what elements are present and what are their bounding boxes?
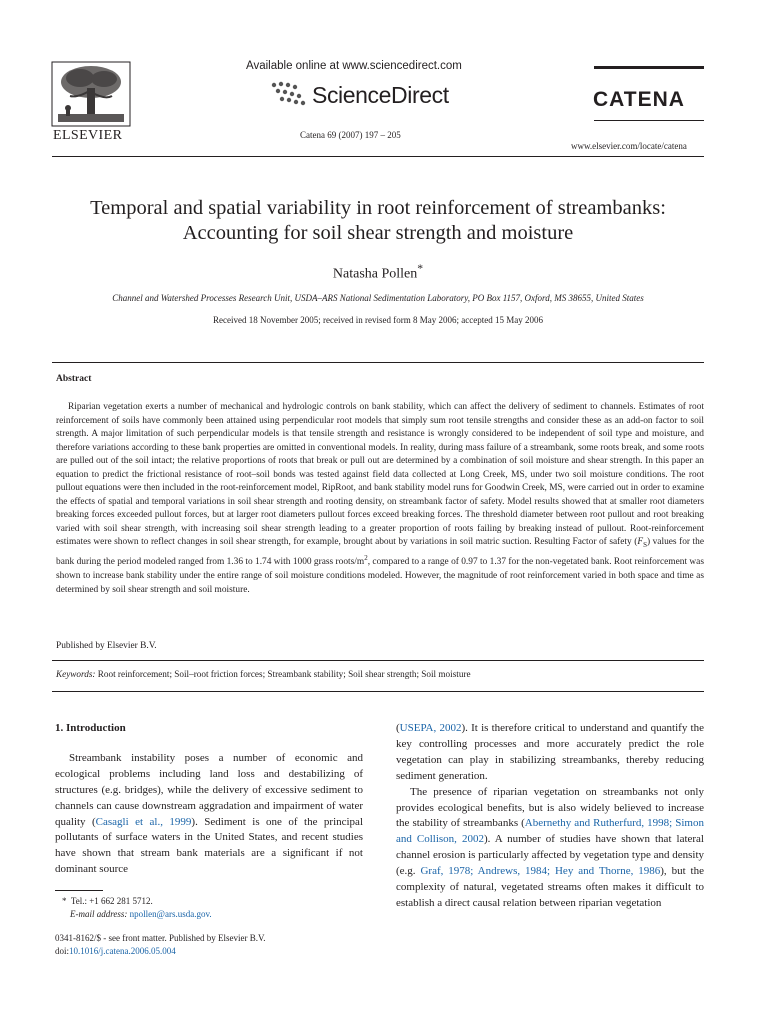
author-affiliation: Channel and Watershed Processes Research Unit, USDA–ARS National Sedimentation Laboratory, PO Box 1157, Oxford, MS 38655, United States — [112, 293, 644, 303]
journal-rule — [594, 66, 704, 69]
ref-casagli-link[interactable]: Casagli et al., 1999 — [95, 815, 192, 828]
abstract-heading: Abstract — [56, 374, 92, 384]
ref-usepa-link[interactable]: USEPA, 2002 — [399, 722, 462, 734]
intro-paragraph-1: Streambank instability poses a number of economic and ecological problems including land loss and destabilizing of structures (e.g. bridges), while the delivery of excessive sediment to channels can cause downstream aggradation and impairment of water quality (Casagli et al., 1999). Sediment is one of the principal pollutants of surface waters in the United States, and recent studies have shown that stream bank materials are a significant if not dominant source — [55, 751, 363, 876]
author-mark: * — [417, 262, 424, 275]
article-title-line-2: Accounting for soil shear strength and moisture — [182, 222, 574, 244]
published-by: Published by Elsevier B.V. — [56, 641, 157, 651]
abstract-text: Riparian vegetation exerts a number of mechanical and hydrologic controls on bank stability, which can affect the delivery of sediment to channels. Estimates of root reinforcement of soils have commonly been attained using perpendicular root models that simply sum root tensile strengths and consider these as an add-on factor to soil strength. A major limitation of such perpendicular models is that tensile strength and resistance is wrongly considered to be independent of soil type and moisture, and therefore variations according to these bank properties are omitted in conventional models. In reality, during mass failure of a streambank, some roots break, and some roots are pulled out of the soil intact; the relative proportions of roots that break or pull out are determined by a combination of soil moisture and shear strength. In this paper an equation to predict the frictional resistance of root–soil bonds was tested against field data collected at Long Creek, MS, under two soil moisture conditions. The root pullout equations were then included in the root-reinforcement model, RipRoot, and bank stability model runs for Goodwin Creek, MS, were carried out in order to examine the effects of spatial and temporal variations in soil shear strength and rooting density, on streambank factor of safety. Model results showed that at smaller root diameters breaking forces exceeded pullout forces, but at larger root diameters pullout forces exceed breaking forces. The threshold diameter between root pullout and root breaking varied with soil shear strength, with increasing soil shear strength leading to a greater proportion of roots failing by breaking instead of pullout. Root-reinforcement estimates were shown to reflect changes in soil shear strength, for example, brought about by variations in soil matric suction. Resulting Factor of safety $(F_S)$ values for the bank during the period modeled ranged from 1.36 to 1.74 with 1000 grass roots/$m^2$, compared to a range of 0.97 to 1.37 for the non-vegetated bank. Root reinforcement was shown to increase bank stability under the entire range of soil moisture conditions modeled. However, the magnitude of root reinforcement varied in both space and time as determined by soil shear strength and soil moisture. — [56, 402, 704, 595]
doi-line: doi:10.1016/j.catena.2006.05.004 — [55, 946, 176, 956]
article-title-line-1: Temporal and spatial variability in root reinforcement of streambanks: — [90, 197, 666, 219]
right-column — [396, 721, 704, 912]
header-divider — [52, 156, 704, 157]
keywords-bottom-rule — [52, 691, 704, 692]
abstract-top-rule — [52, 362, 704, 363]
author-name: Natasha Pollen — [332, 266, 418, 282]
sciencedirect-brand: ScienceDirect — [312, 82, 449, 108]
footnote-email: E-mail address: npollen@ars.usda.gov. — [70, 909, 212, 919]
publisher-name: ELSEVIER — [53, 128, 123, 143]
keywords — [56, 669, 471, 679]
keywords-list: Root reinforcement; Soil–root friction forces; Streambank stability; Soil shear strength; Soil moisture — [97, 669, 471, 679]
journal-name: CATENA — [593, 88, 685, 111]
doi-link[interactable]: 10.1016/j.catena.2006.05.004 — [69, 946, 176, 956]
keywords-top-rule — [52, 660, 704, 661]
ref-abernethy-link[interactable]: Abernethy and Rutherfurd, 1998; Simon and Collison, 2002 — [396, 817, 704, 846]
left-column — [55, 721, 363, 878]
journal-citation: Catena 69 (2007) 197 – 205 — [300, 130, 401, 140]
sciencedirect-dots-icon — [268, 79, 308, 107]
intro-paragraph-2: The presence of riparian vegetation on streambanks not only provides ecological benefits, but is also widely believed to increase the stability of streambanks (Abernethy and Rutherfurd, 1998; Simon and Collison, 2002). A number of studies have shown that lateral channel erosion is particularly affected by vegetation type and density (e.g. Graf, 1978; Andrews, 1984; Hey and Thorne, 1986), but the complexity of natural, vegetated streams often makes it difficult to establish a direct causal relation between riparian vegetation — [396, 785, 704, 909]
journal-url[interactable]: www.elsevier.com/locate/catena — [571, 141, 687, 151]
footnote-rule — [55, 890, 103, 891]
author-line — [52, 262, 704, 283]
available-online-text: Available online at www.sciencedirect.com — [246, 60, 462, 72]
footnote-tel: * Tel.: +1 662 281 5712. — [62, 896, 153, 906]
elsevier-tree-logo — [50, 60, 132, 128]
section-heading-introduction: 1. Introduction — [55, 722, 126, 734]
keywords-label: Keywords: — [56, 669, 96, 679]
issn-line: 0341-8162/$ - see front matter. Published by Elsevier B.V. — [55, 933, 266, 943]
intro-paragraph-1-cont: (USEPA, 2002). It is therefore critical to understand and quantify the key controlling processes and more accurately predict the role vegetation can play in stabilizing streambanks, thereby reducing sediment generation. — [396, 722, 704, 782]
ref-graf-link[interactable]: Graf, 1978; Andrews, 1984; Hey and Thorne, 1986 — [420, 865, 661, 878]
received-dates: Received 18 November 2005; received in revised form 8 May 2006; accepted 15 May 2006 — [213, 315, 543, 325]
journal-rule — [594, 120, 704, 121]
email-link[interactable]: npollen@ars.usda.gov. — [129, 909, 212, 919]
